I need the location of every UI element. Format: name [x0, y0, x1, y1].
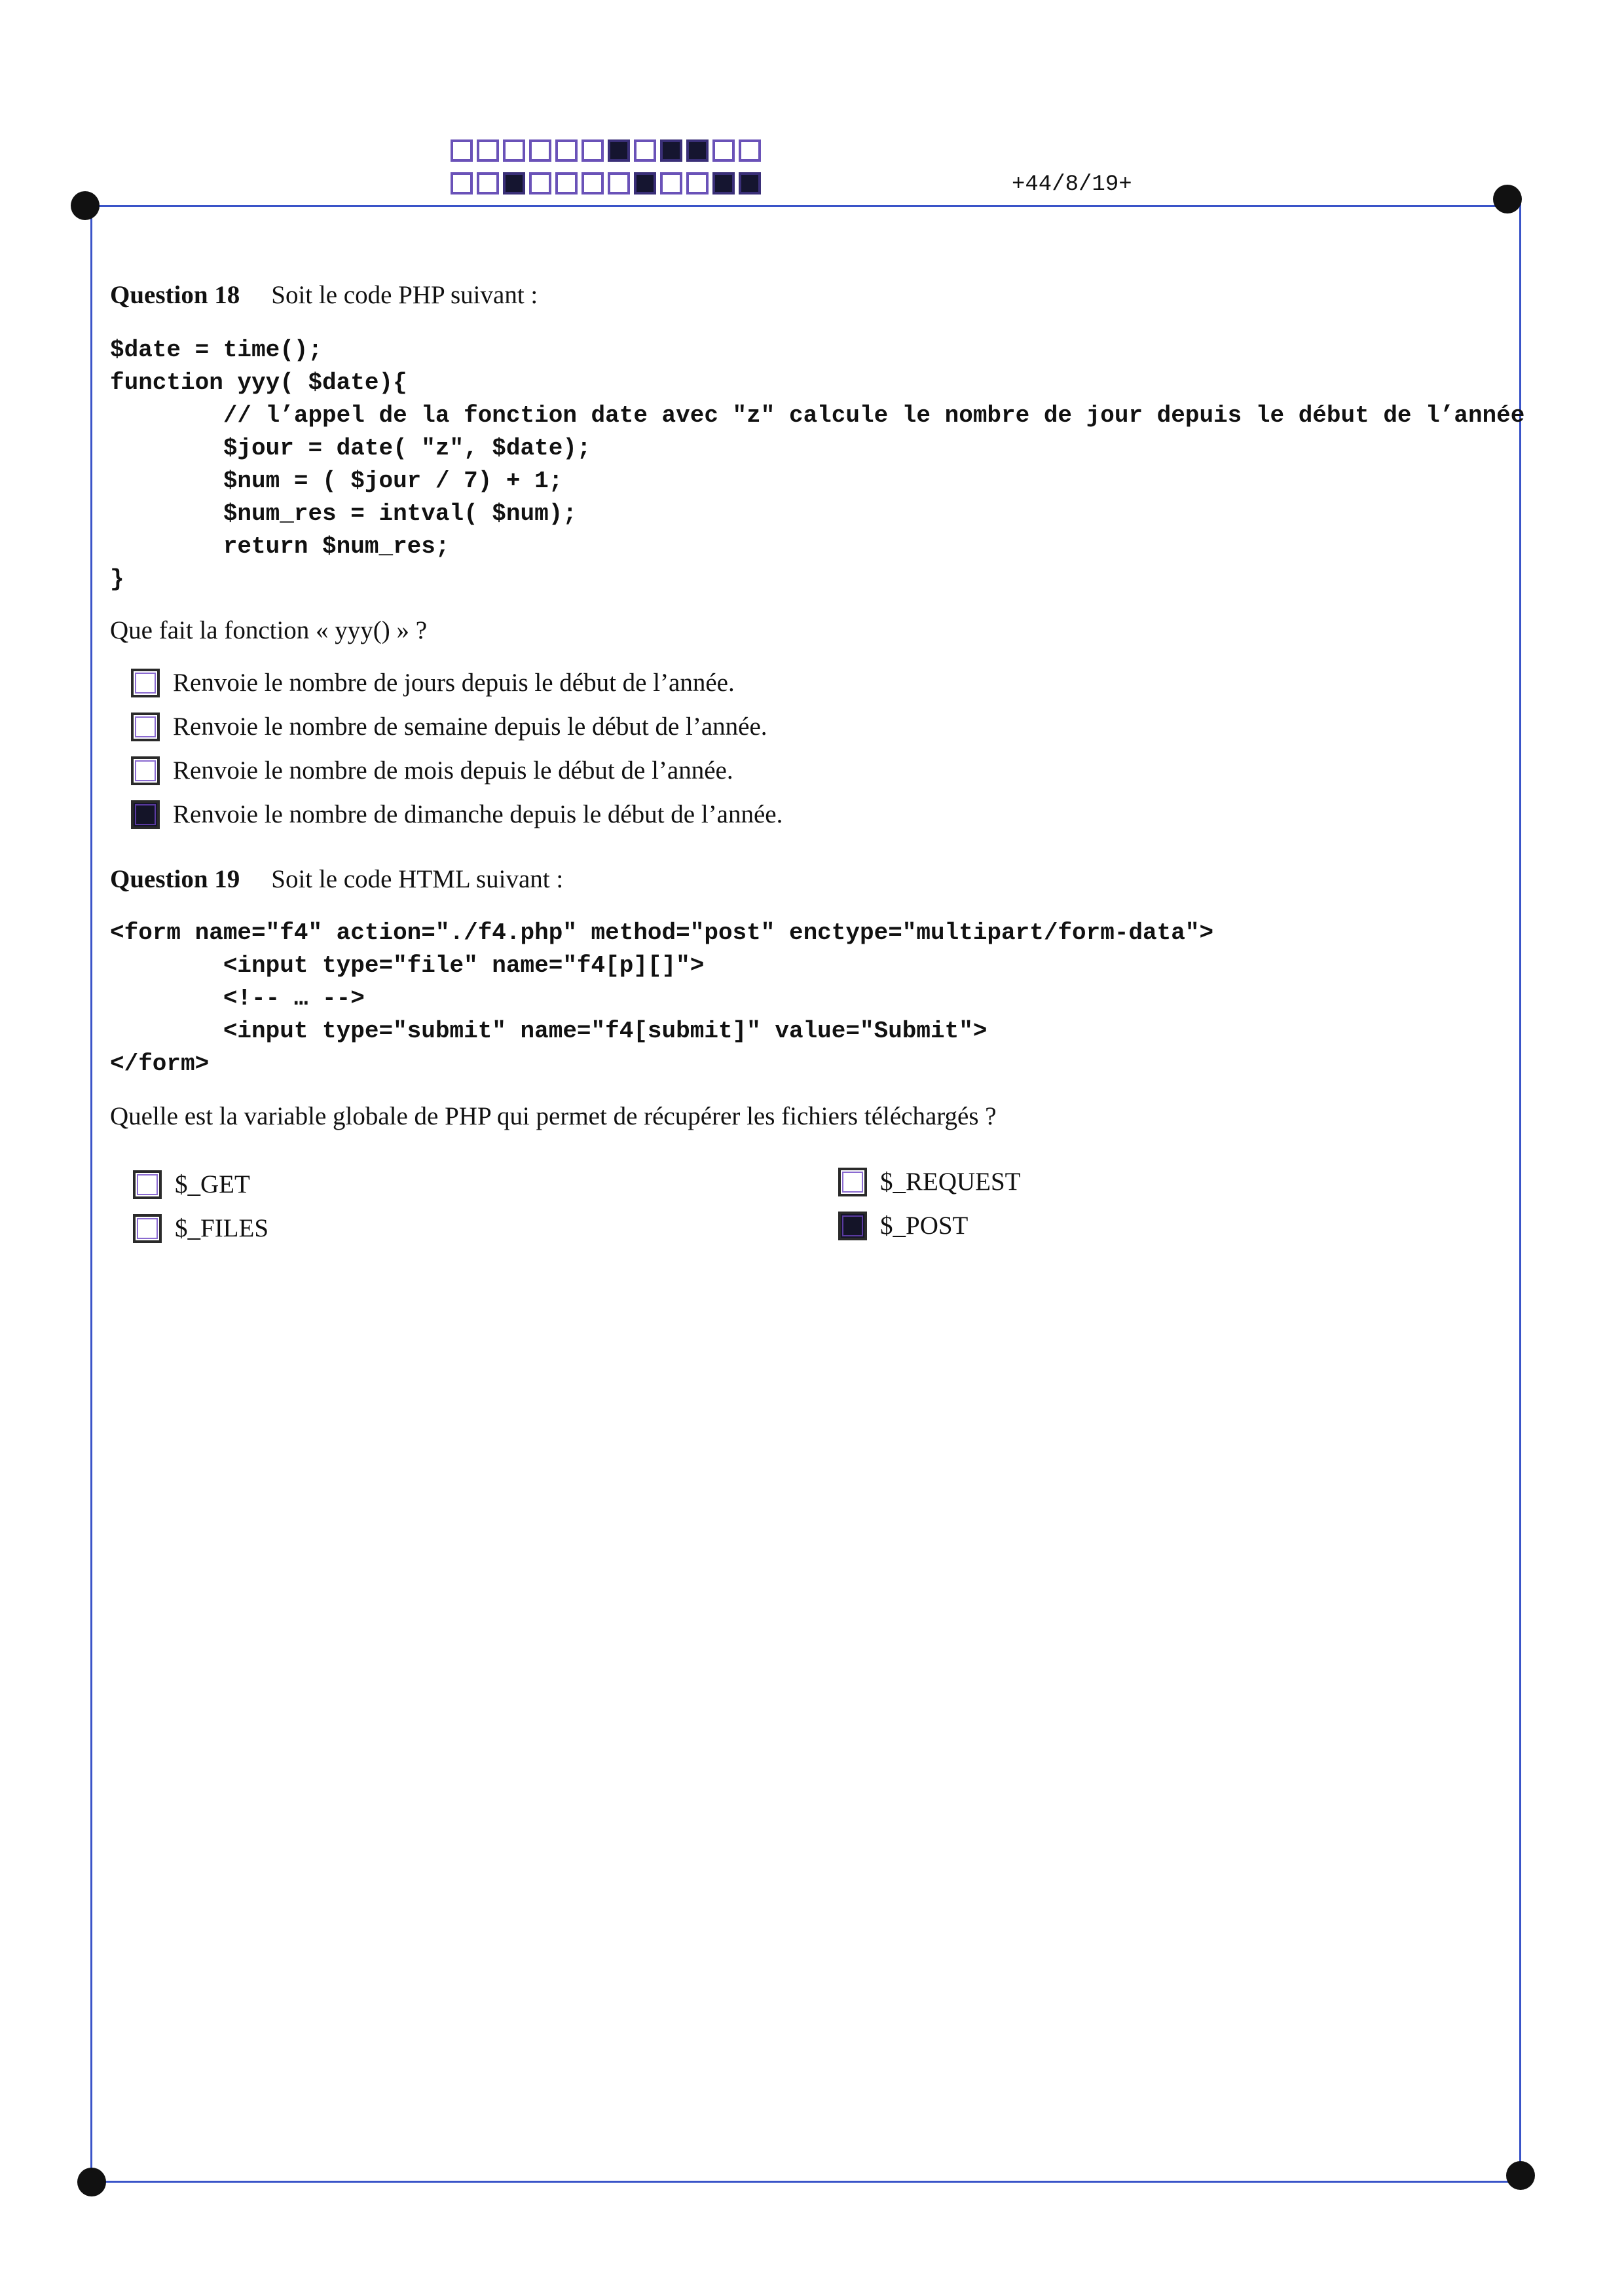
- id-box-filled: [686, 139, 709, 162]
- question-19-statement: Soit le code HTML suivant :: [271, 865, 564, 893]
- id-box-empty: [503, 139, 525, 162]
- corner-dot-bottom-right: [1506, 2161, 1535, 2190]
- question-18-answer-3[interactable]: [131, 756, 733, 785]
- student-id-boxes-row-1: [451, 139, 761, 162]
- id-box-empty: [581, 139, 604, 162]
- answer-checkbox[interactable]: [133, 1170, 162, 1199]
- answer-label: $_FILES: [175, 1214, 269, 1242]
- answer-label: $_POST: [880, 1212, 969, 1240]
- answer-checkbox[interactable]: [131, 756, 160, 785]
- question-18-number: Question 18: [110, 281, 240, 309]
- id-box-empty: [739, 139, 761, 162]
- answer-checkbox[interactable]: [133, 1214, 162, 1243]
- corner-dot-bottom-left: [77, 2168, 106, 2196]
- question-18-answer-2[interactable]: [131, 712, 767, 741]
- student-id-boxes-row-2: [451, 172, 761, 194]
- question-19-answer-get[interactable]: [133, 1170, 250, 1199]
- id-box-empty: [581, 172, 604, 194]
- id-box-filled: [634, 172, 656, 194]
- page-code: +44/8/19+: [1012, 172, 1132, 197]
- question-19-prompt: Quelle est la variable globale de PHP qui permet de récupérer les fichiers téléchargés ?: [110, 1102, 997, 1130]
- answer-label: Renvoie le nombre de semaine depuis le début de l’année.: [173, 713, 767, 741]
- answer-label: Renvoie le nombre de jours depuis le début de l’année.: [173, 669, 735, 697]
- question-18-statement: Soit le code PHP suivant :: [271, 281, 538, 309]
- question-18-answer-4[interactable]: [131, 800, 783, 829]
- id-box-empty: [555, 172, 578, 194]
- frame-left-line: [90, 205, 92, 2186]
- question-19-header: [110, 864, 563, 894]
- corner-dot-top-left: [71, 191, 100, 220]
- id-box-empty: [477, 172, 499, 194]
- question-19-number: Question 19: [110, 865, 240, 893]
- id-box-empty: [451, 139, 473, 162]
- id-box-filled: [503, 172, 525, 194]
- corner-dot-top-right: [1493, 185, 1522, 213]
- frame-bottom-line: [92, 2181, 1522, 2183]
- question-18-answer-1[interactable]: [131, 668, 735, 697]
- question-19-code: <form name="f4" action="./f4.php" method="post" enctype="multipart/form-data"> <input type="file" name="f4[p][]"> <!-- … --> <input type="submit" name="f4[submit]" value="Submit"> </form>: [110, 919, 1214, 1077]
- question-18-code: $date = time(); function yyy( $date){ // l’appel de la fonction date avec "z" calcule le nombre de jour depuis le début de l’année $jour = date( "z", $date); $num = ( $jour / 7) + 1; $num_res = intval( $num); return $num_res; }: [110, 337, 1525, 593]
- id-box-empty: [660, 172, 682, 194]
- answer-label: $_GET: [175, 1170, 250, 1198]
- answer-label: Renvoie le nombre de mois depuis le début de l’année.: [173, 756, 733, 785]
- id-box-empty: [477, 139, 499, 162]
- id-box-filled: [660, 139, 682, 162]
- id-box-empty: [555, 139, 578, 162]
- id-box-filled: [608, 139, 630, 162]
- question-19-answer-request[interactable]: [838, 1167, 1021, 1196]
- id-box-empty: [712, 139, 735, 162]
- id-box-empty: [608, 172, 630, 194]
- answer-checkbox-checked[interactable]: [131, 800, 160, 829]
- id-box-empty: [686, 172, 709, 194]
- id-box-empty: [529, 172, 551, 194]
- question-18-prompt: Que fait la fonction « yyy() » ?: [110, 616, 428, 644]
- question-18-header: [110, 280, 538, 310]
- frame-top-line: [85, 205, 1513, 207]
- id-box-empty: [634, 139, 656, 162]
- id-box-filled: [712, 172, 735, 194]
- answer-checkbox[interactable]: [131, 713, 160, 741]
- answer-checkbox-checked[interactable]: [838, 1212, 867, 1240]
- question-19-answer-files[interactable]: [133, 1213, 268, 1243]
- id-box-empty: [451, 172, 473, 194]
- id-box-filled: [739, 172, 761, 194]
- answer-checkbox[interactable]: [131, 669, 160, 697]
- question-19-answer-post[interactable]: [838, 1211, 968, 1240]
- answer-label: $_REQUEST: [880, 1168, 1021, 1196]
- id-box-empty: [529, 139, 551, 162]
- answer-checkbox[interactable]: [838, 1168, 867, 1196]
- answer-label: Renvoie le nombre de dimanche depuis le début de l’année.: [173, 800, 783, 828]
